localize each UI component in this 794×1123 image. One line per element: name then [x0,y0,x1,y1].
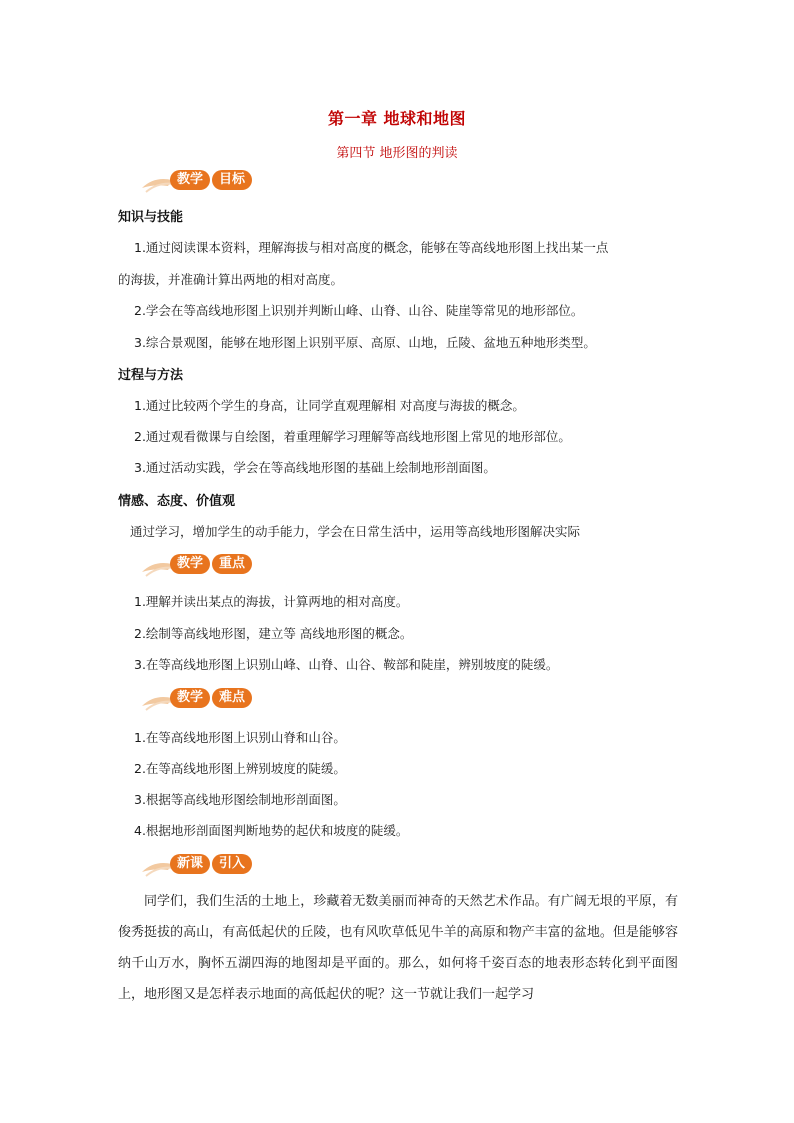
badge-label-left: 教学 [176,690,203,705]
process-item: 2.通过观看微课与自绘图，着重理解学习理解等高线地形图上常见的地形部位。 [134,429,571,444]
badge-label-right: 重点 [218,556,245,571]
process-item: 3.通过活动实践，学会在等高线地形图的基础上绘制地形剖面图。 [134,460,496,475]
intro-badge [140,850,260,880]
objectives-badge [140,166,260,196]
emotion-heading: 情感、态度、价值观 [118,494,236,509]
knowledge-item: 2.学会在等高线地形图上识别并判断山峰、山脊、山谷、陡崖等常见的地形部位。 [134,303,584,318]
key-point-item: 3.在等高线地形图上识别山峰、山脊、山谷、鞍部和陡崖，辨别坡度的陡缓。 [134,657,559,672]
difficulties-badge [140,684,260,714]
badge-label-left: 教学 [176,556,203,571]
badge-label-right: 引入 [218,856,245,871]
emotion-text: 通过学习，增加学生的动手能力，学会在日常生活中，运用等高线地形图解决实际 [130,524,581,539]
difficulty-item: 1.在等高线地形图上识别山脊和山谷。 [134,730,346,745]
knowledge-heading: 知识与技能 [118,210,184,225]
section-title: 第四节 地形图的判读 [336,146,458,161]
knowledge-item: 1.通过阅读课本资料，理解海拔与相对高度的概念，能够在等高线地形图上找出某一点 [134,240,609,255]
key-point-item: 2.绘制等高线地形图，建立等 高线地形图的概念。 [134,626,413,641]
difficulty-item: 2.在等高线地形图上辨别坡度的陡缓。 [134,761,346,776]
intro-paragraph: 同学们，我们生活的土地上，珍藏着无数美丽而神奇的天然艺术作品。有广阔无垠的平原，有俊秀挺拔的高山，有高低起伏的丘陵，也有风吹草低见牛羊的高原和物产丰富的盆地。但是能够容纳千山万水，胸怀五湖四海的地图却是平面的。那么，如何将千姿百态的地表形态转化到平面图上，地形图又是怎样表示地面的高低起伏的呢？这一节就让我们一起学习 [118,894,678,1002]
badge-label-left: 新课 [176,856,203,871]
difficulty-item: 3.根据等高线地形图绘制地形剖面图。 [134,792,346,807]
difficulty-item: 4.根据地形剖面图判断地势的起伏和坡度的陡缓。 [134,823,409,838]
chapter-title: 第一章 地球和地图 [327,109,467,128]
key-point-item: 1.理解并读出某点的海拔，计算两地的相对高度。 [134,594,409,609]
badge-label-left: 教学 [176,172,203,187]
process-item: 1.通过比较两个学生的身高，让同学直观理解相 对高度与海拔的概念。 [134,398,525,413]
knowledge-item: 的海拔，并准确计算出两地的相对高度。 [118,272,344,287]
badge-label-right: 目标 [218,172,245,187]
process-heading: 过程与方法 [118,368,184,383]
key-points-badge [140,550,260,580]
badge-label-right: 难点 [218,690,245,705]
knowledge-item: 3.综合景观图，能够在地形图上识别平原、高原、山地，丘陵、盆地五种地形类型。 [134,335,596,350]
